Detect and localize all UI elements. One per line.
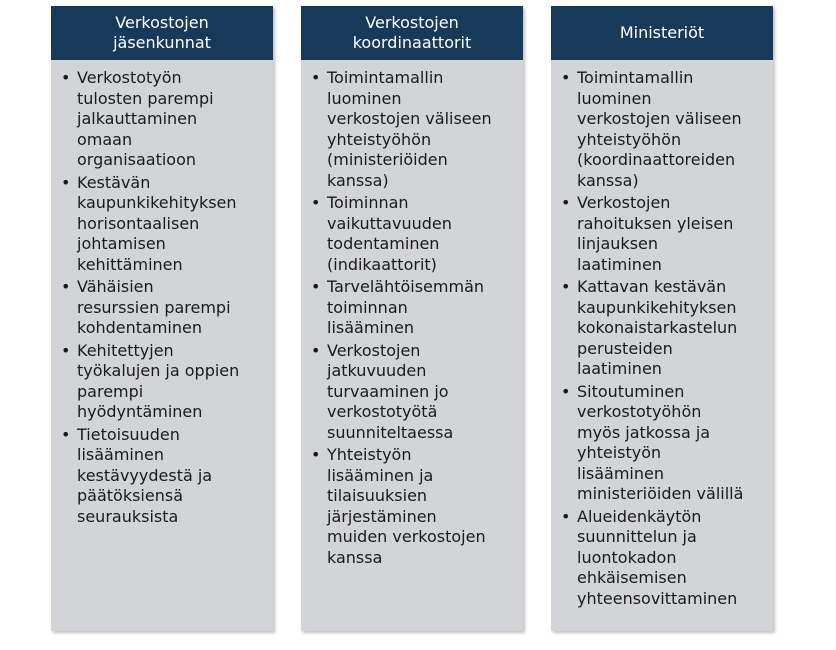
column-title: Ministeriöt (619, 23, 705, 42)
column-header (51, 6, 273, 60)
bullet-icon: • (61, 277, 71, 296)
column-header (551, 6, 773, 60)
item-text: Kattavan kestävän kaupunkikehityksen kokonaistarkastelun perusteiden laatiminen (577, 277, 738, 378)
bullet-icon: • (561, 381, 571, 401)
item-text: Kestävän kaupunkikehityksen horisontaalisen johtamisen kehittäminen (77, 172, 237, 274)
bullet-list (51, 60, 273, 527)
item-text: Verkostojen jatkuvuuden turvaaminen jo verkostotyötä suunniteltaessa (327, 340, 454, 442)
bullet-list (301, 60, 523, 568)
list-item (561, 68, 767, 191)
list-item (311, 277, 517, 339)
item-text: Vähäisien resurssien parempi kohdentaminen (77, 277, 231, 337)
column-title: Verkostojen koordinaattorit (352, 13, 472, 52)
bullet-icon: • (311, 340, 321, 360)
bullet-icon: • (311, 445, 321, 464)
column-header (301, 6, 523, 60)
item-text: Verkostotyön tulosten parempi jalkauttaminen omaan organisaatioon (77, 68, 214, 169)
list-item (311, 68, 517, 191)
list-item (61, 425, 267, 528)
column-ministeriot (551, 6, 773, 631)
list-item (61, 277, 267, 339)
column-jasenkunnat (51, 6, 273, 631)
item-text: Tarvelähtöisemmän toiminnan lisääminen (327, 277, 485, 337)
list-item (561, 277, 767, 380)
bullet-icon: • (561, 506, 571, 526)
item-text: Toimintamallin luominen verkostojen väliseen yhteistyöhön (ministeriöiden kanssa) (327, 68, 492, 190)
bullet-icon: • (61, 172, 71, 192)
item-text: Verkostojen rahoituksen yleisen linjauksen laatiminen (577, 193, 734, 274)
column-title: Verkostojen jäsenkunnat (113, 13, 211, 52)
bullet-icon: • (561, 277, 571, 296)
bullet-icon: • (311, 193, 321, 212)
list-item (61, 173, 267, 276)
item-text: Kehitettyjen työkalujen ja oppien parempi hyödyntäminen (77, 340, 240, 421)
list-item (561, 507, 767, 610)
column-koordinaattorit (301, 6, 523, 631)
item-text: Tietoisuuden lisääminen kestävyydestä ja päätöksiensä seurauksista (77, 424, 213, 526)
item-text: Toiminnan vaikuttavuuden todentaminen (indikaattorit) (327, 193, 452, 274)
item-text: Toimintamallin luominen verkostojen väliseen yhteistyöhön (koordinaattoreiden kanssa) (577, 68, 742, 190)
bullet-icon: • (61, 424, 71, 444)
list-item (561, 193, 767, 275)
list-item (311, 445, 517, 568)
list-item (61, 68, 267, 171)
bullet-icon: • (311, 68, 321, 87)
bullet-icon: • (561, 68, 571, 87)
list-item (561, 382, 767, 505)
item-text: Sitoutuminen verkostotyöhön myös jatkossa ja yhteistyön lisääminen ministeriöiden välillä (577, 381, 744, 503)
bullet-icon: • (61, 340, 71, 360)
bullet-icon: • (61, 68, 71, 87)
list-item (311, 341, 517, 444)
bullet-icon: • (311, 277, 321, 296)
item-text: Alueidenkäytön suunnittelun ja luontokadon ehkäisemisen yhteensovittaminen (577, 506, 738, 608)
bullet-icon: • (561, 193, 571, 212)
item-text: Yhteistyön lisääminen ja tilaisuuksien järjestäminen muiden verkostojen kanssa (327, 445, 486, 567)
list-item (311, 193, 517, 275)
list-item (61, 341, 267, 423)
bullet-list (551, 60, 773, 609)
